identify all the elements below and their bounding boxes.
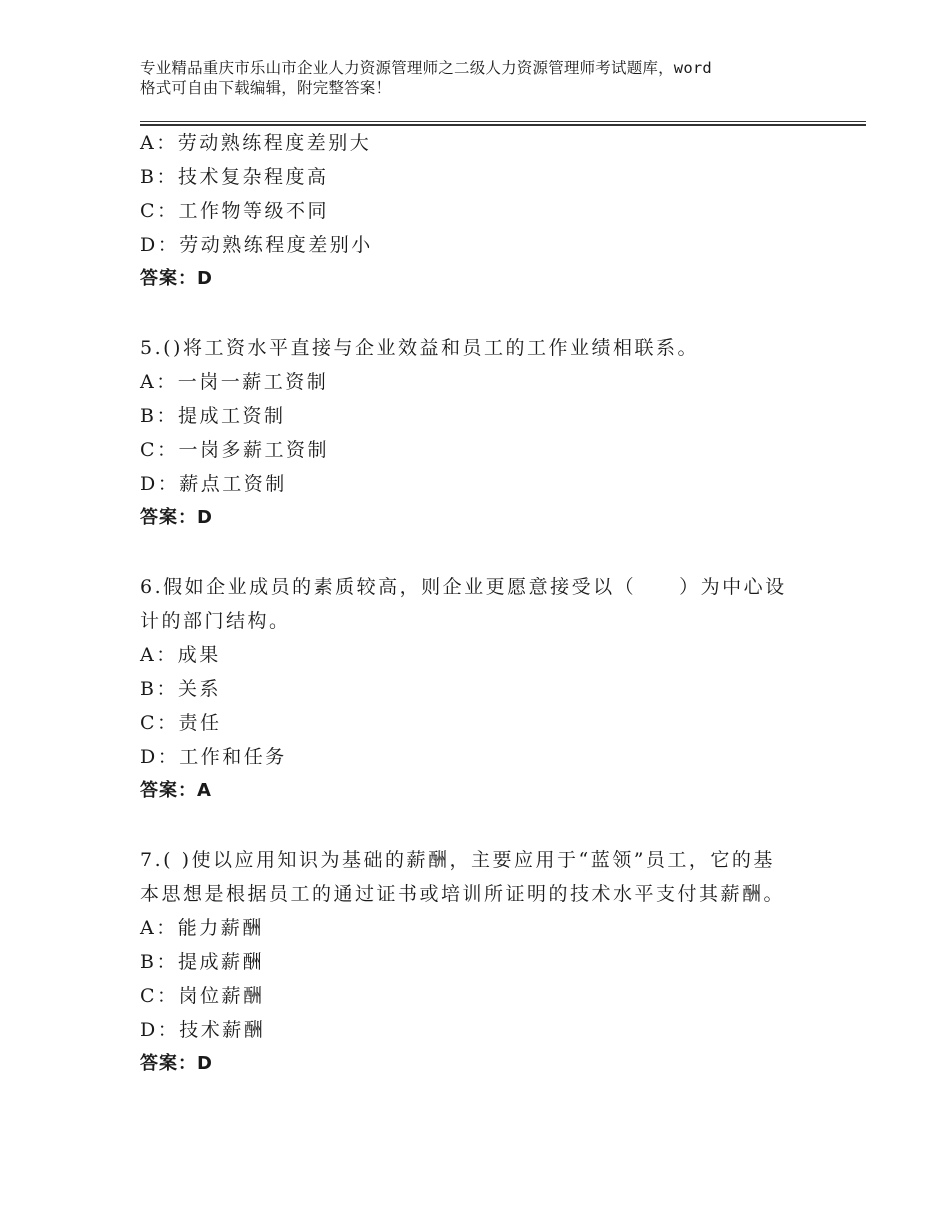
spacer [140, 808, 840, 843]
answer: 答案：D [140, 268, 213, 289]
option-b: B：关系 [140, 678, 221, 700]
option-c: C：工作物等级不同 [140, 200, 330, 222]
question-stem: 5.()将工资水平直接与企业效益和员工的工作业绩相联系。 [140, 337, 699, 359]
answer: 答案：A [140, 780, 212, 801]
question-5 [140, 331, 840, 535]
answer: 答案：D [140, 507, 213, 528]
option-a: A：能力薪酬 [140, 917, 264, 939]
question-stem-line-1: 7.( )使以应用知识为基础的薪酬，主要应用于“蓝领”员工，它的基 [140, 849, 775, 871]
option-d: D：劳动熟练程度差别小 [140, 234, 373, 256]
option-a: A：一岗一薪工资制 [140, 371, 329, 393]
document-body [140, 126, 840, 1081]
option-d: D：工作和任务 [140, 746, 287, 768]
option-a: A：劳动熟练程度差别大 [140, 132, 372, 154]
option-b: B：提成薪酬 [140, 951, 264, 973]
answer: 答案：D [140, 1053, 213, 1074]
question-stem-line-2: 计的部门结构。 [140, 610, 291, 632]
question-6 [140, 570, 840, 808]
option-d: D：薪点工资制 [140, 473, 287, 495]
spacer [140, 535, 840, 570]
header-line-1: 专业精品重庆市乐山市企业人力资源管理师之二级人力资源管理师考试题库，word [140, 59, 712, 77]
option-a: A：成果 [140, 644, 221, 666]
document-header [140, 58, 840, 98]
option-b: B：技术复杂程度高 [140, 166, 329, 188]
header-rule-thin [140, 121, 866, 122]
question-stem-line-2: 本思想是根据员工的通过证书或培训所证明的技术水平支付其薪酬。 [140, 883, 786, 905]
question-4 [140, 126, 840, 296]
spacer [140, 296, 840, 331]
option-c: C：一岗多薪工资制 [140, 439, 330, 461]
option-b: B：提成工资制 [140, 405, 286, 427]
question-stem-line-1: 6.假如企业成员的素质较高，则企业更愿意接受以（ ）为中心设 [140, 576, 787, 598]
option-c: C：岗位薪酬 [140, 985, 265, 1007]
option-c: C：责任 [140, 712, 222, 734]
header-line-2: 格式可自由下载编辑，附完整答案！ [140, 79, 392, 97]
option-d: D：技术薪酬 [140, 1019, 266, 1041]
question-7 [140, 843, 840, 1081]
